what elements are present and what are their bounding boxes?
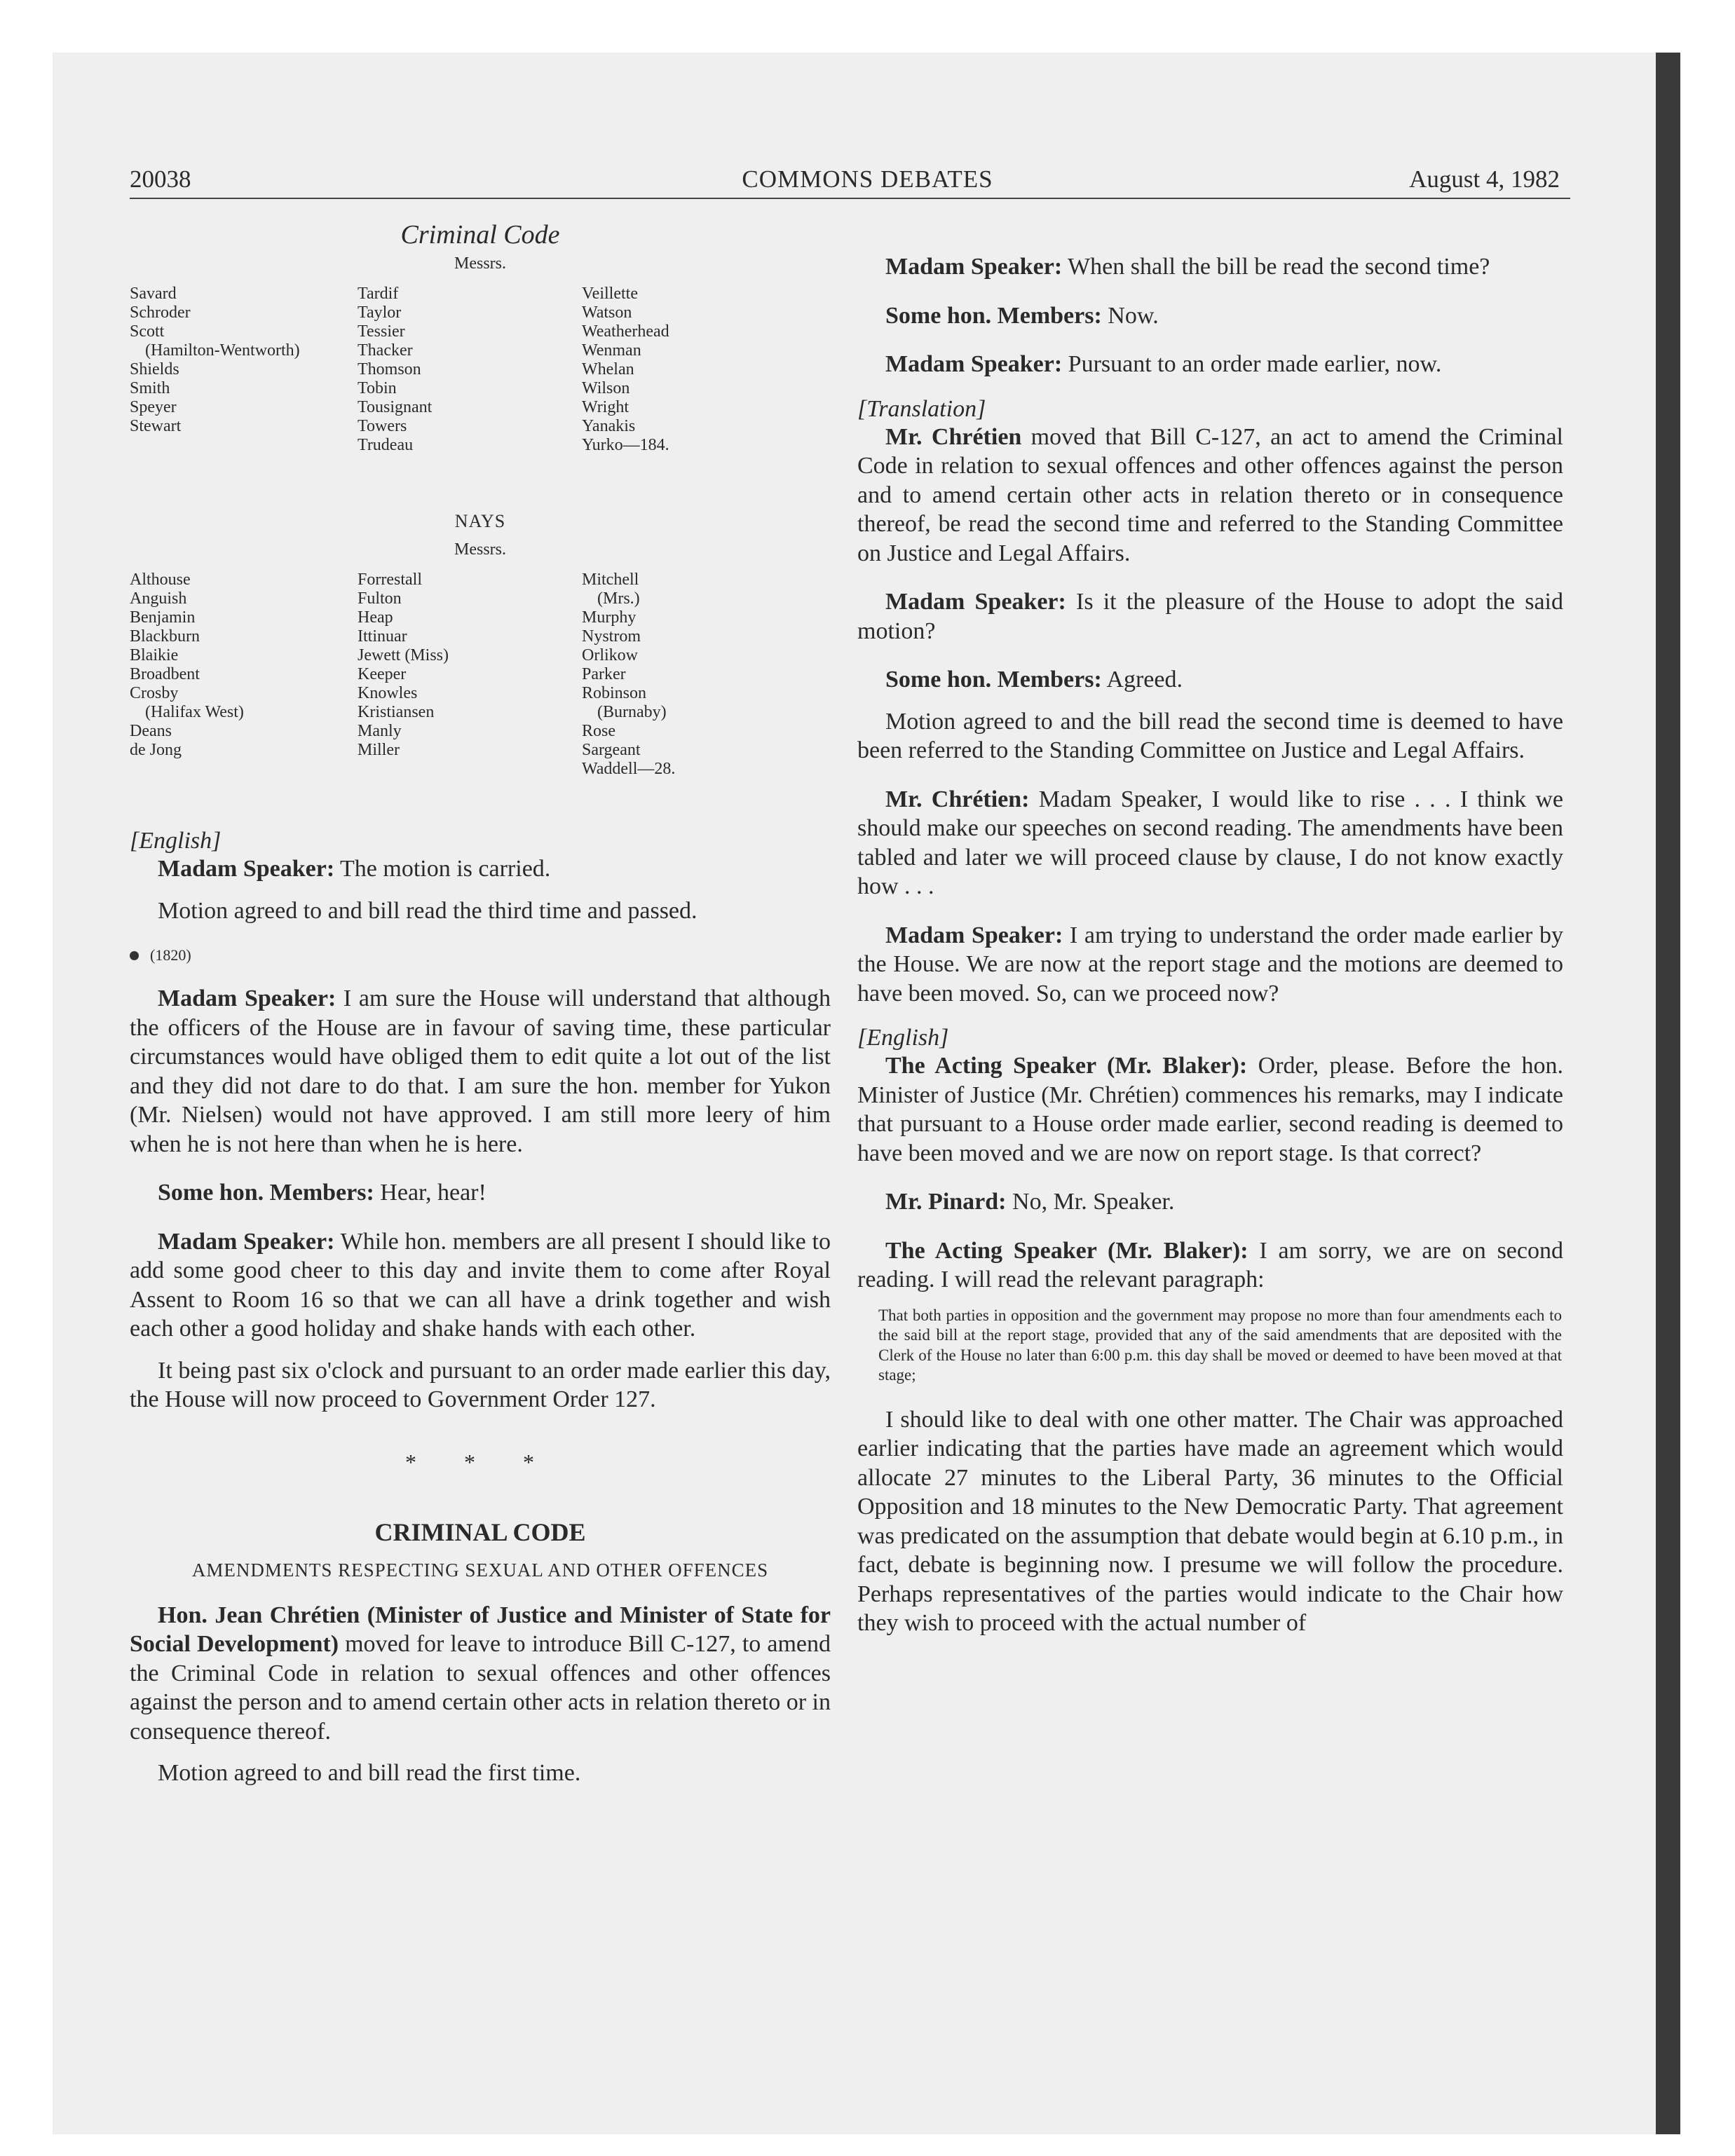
nays-col-1: [130, 571, 358, 779]
paragraph: [130, 1601, 831, 1747]
name-item: (Halifax West): [145, 703, 244, 721]
speech-text: I am sorry, we are on second reading. I will read the relevant paragraph:: [857, 1237, 1563, 1292]
paragraph: [857, 301, 1563, 331]
speaker-name: Madam Speaker:: [885, 922, 1063, 948]
name-item: Savard: [130, 285, 177, 303]
name-item: Whelan: [582, 360, 634, 378]
left-column: [130, 214, 831, 1788]
language-tag: [English]: [857, 1025, 949, 1051]
paragraph: It being past six o'clock and pursuant to an order made earlier this day, the House will now proceed to Government Order 127.: [130, 1357, 831, 1412]
name-item: Shields: [130, 360, 179, 378]
name-item: Waddell—28.: [582, 760, 676, 778]
name-item: Wenman: [582, 341, 641, 360]
speaker-name: The Acting Speaker (Mr. Blaker):: [885, 1053, 1248, 1079]
name-item: Tardif: [358, 285, 399, 303]
name-item: Heap: [358, 608, 393, 627]
name-item: de Jong: [130, 741, 182, 759]
speaker-name: Mr. Pinard:: [885, 1189, 1007, 1215]
name-item: Schroder: [130, 303, 191, 322]
speech-text: Pursuant to an order made earlier, now.: [1062, 351, 1442, 377]
yeas-subtitle: Messrs.: [454, 254, 506, 273]
speaker-name: Madam Speaker:: [885, 254, 1063, 280]
speaker-name: Madam Speaker:: [158, 1228, 335, 1255]
paragraph: I should like to deal with one other matter. The Chair was approached earlier indicating that the parties have made an agreement which would allocate 27 minutes to the Liberal Party, 36 minutes to the Official Opposition and 18 minutes to the New Democratic Party. That agreement was predicated on the assumption that debate would begin at 6.10 p.m., in fact, debate is beginning now. I presume we will follow the procedure. Perhaps representatives of the parties would indicate to the Chair how they wish to proceed with the actual number of: [857, 1406, 1563, 1636]
speaker-name: Mr. Chrétien:: [885, 786, 1030, 812]
speaker-name: Some hon. Members:: [158, 1180, 374, 1206]
name-item: Knowles: [358, 684, 418, 702]
name-item: Tousignant: [358, 398, 433, 416]
yeas-col-2: [358, 285, 582, 455]
speech-text: No, Mr. Speaker.: [1006, 1189, 1175, 1215]
publication-date: August 4, 1982: [1409, 165, 1560, 193]
name-item: Fulton: [358, 589, 402, 608]
section-heading: CRIMINAL CODE: [374, 1517, 586, 1546]
name-item: Keeper: [358, 665, 407, 683]
name-item: Veillette: [582, 285, 638, 303]
paragraph: [857, 665, 1563, 695]
name-item: Thacker: [358, 341, 413, 360]
speech-text: Hear, hear!: [374, 1180, 487, 1206]
speaker-name: Some hon. Members:: [885, 302, 1102, 329]
name-item: Manly: [358, 722, 402, 740]
paragraph: [857, 785, 1563, 901]
name-item: Smith: [130, 379, 170, 397]
paragraph: [130, 1178, 831, 1208]
name-item: Yanakis: [582, 417, 636, 435]
vote-title: Criminal Code: [400, 220, 560, 250]
paragraph: Motion agreed to and bill read the first time.: [158, 1760, 581, 1786]
bullet-icon: [130, 951, 139, 960]
name-item: Yurko—184.: [582, 436, 669, 454]
name-item: Ittinuar: [358, 627, 407, 646]
speech-text: When shall the bill be read the second time?: [1062, 254, 1490, 280]
section-separator: * * *: [405, 1449, 555, 1475]
quoted-order: That both parties in opposition and the government may propose no more than four amendments each to the said bill at the report stage, provided that any of the said amendments that are deposited with the Clerk of the House no later than 6:00 p.m. this day shall be moved or deemed to have been moved at that stage;: [878, 1306, 1562, 1384]
speech-text: Madam Speaker, I would like to rise . . . I think we should make our speeches on second reading. The amendments have been tabled and later we will proceed clause by clause, I do not know exactly how . . .: [857, 786, 1563, 899]
name-item: Kristiansen: [358, 703, 435, 721]
yeas-col-1: [130, 285, 358, 455]
name-item: Weatherhead: [582, 322, 669, 341]
name-item: Anguish: [130, 589, 187, 608]
name-item: Tobin: [358, 379, 397, 397]
name-item: Wright: [582, 398, 630, 416]
paragraph: Motion agreed to and the bill read the second time is deemed to have been referred to the Standing Committee on Justice and Legal Affairs.: [857, 708, 1563, 763]
paragraph: [857, 252, 1563, 282]
name-item: Crosby: [130, 684, 179, 702]
paragraph: [857, 350, 1563, 379]
name-item: (Burnaby): [597, 703, 667, 721]
speaker-name: Madam Speaker:: [158, 985, 336, 1011]
nays-title: NAYS: [454, 511, 506, 531]
paragraph: [130, 1227, 831, 1344]
speaker-name: Madam Speaker:: [158, 856, 335, 882]
name-item: Deans: [130, 722, 172, 740]
speech-text: moved for leave to introduce Bill C-127, to amend the Criminal Code in relation to sexual offences and other offences against the person and to amend certain other acts in relation thereto or in consequence thereof.: [130, 1631, 831, 1745]
name-item: Mitchell: [582, 571, 639, 589]
paragraph: [857, 423, 1563, 568]
speech-text: While hon. members are all present I should like to add some good cheer to this day and invite them to come after Royal Assent to Room 16 so that we can all have a drink together and wish each other a good holiday and shake hands with each other.: [130, 1228, 831, 1342]
speaker-name: The Acting Speaker (Mr. Blaker):: [885, 1237, 1248, 1264]
name-item: Jewett (Miss): [358, 646, 449, 664]
speaker-name: Madam Speaker:: [885, 589, 1066, 615]
language-tag: [Translation]: [857, 395, 986, 422]
name-item: Tessier: [358, 322, 405, 341]
name-item: Blackburn: [130, 627, 200, 646]
name-item: Nystrom: [582, 627, 641, 646]
publication-title: COMMONS DEBATES: [742, 165, 993, 193]
speech-text: Agreed.: [1101, 667, 1183, 692]
paragraph: Motion agreed to and bill read the third time and passed.: [158, 897, 698, 924]
paragraph: [857, 921, 1563, 1009]
speech-text: Is it the pleasure of the House to adopt the said motion?: [857, 589, 1563, 644]
name-item: Murphy: [582, 608, 637, 627]
paragraph: [857, 1051, 1563, 1168]
name-item: Watson: [582, 303, 632, 322]
name-item: Trudeau: [358, 436, 414, 454]
name-item: (Hamilton-Wentworth): [145, 341, 300, 360]
page-number: 20038: [130, 165, 191, 193]
page-binding-edge: [1656, 53, 1680, 2134]
yeas-col-3: [582, 285, 813, 455]
name-item: Scott: [130, 322, 165, 341]
name-item: Parker: [582, 665, 626, 683]
name-item: (Mrs.): [597, 589, 640, 608]
nays-col-3: [582, 571, 813, 779]
name-item: Taylor: [358, 303, 402, 322]
name-item: Towers: [358, 417, 407, 435]
speech-text: Order, please. Before the hon. Minister of Justice (Mr. Chrétien) commences his remarks, may I indicate that pursuant to a House order made earlier, second reading is deemed to have been moved and we are now on report stage. Is that correct?: [857, 1053, 1563, 1166]
speaker-name: Mr. Chrétien: [885, 423, 1022, 450]
name-item: Miller: [358, 741, 400, 759]
name-item: Benjamin: [130, 608, 196, 627]
speech-text: Now.: [1101, 302, 1159, 329]
name-item: Thomson: [358, 360, 421, 378]
name-item: Forrestall: [358, 571, 422, 589]
name-item: Rose: [582, 722, 615, 740]
speaker-name: Hon. Jean Chrétien (Minister of Justice and Minister of State for Social Development): [130, 1602, 831, 1657]
paragraph: [857, 587, 1563, 646]
yeas-list: [130, 285, 831, 455]
nays-col-2: [358, 571, 582, 779]
name-item: Wilson: [582, 379, 630, 397]
speech-text: I am sure the House will understand that although the officers of the House are in favour of saving time, these particular circumstances would have obliged them to edit quite a lot out of the list and they did not dare to do that. I am sure the hon. member for Yukon (Mr. Nielsen) would not have approved. I am still more leery of him when he is not here than when he is here.: [130, 985, 831, 1157]
paragraph: [130, 854, 831, 884]
time-marker: [130, 946, 831, 964]
paragraph: [857, 1236, 1563, 1295]
paragraph: [857, 1187, 1563, 1217]
header-rule: [130, 198, 1570, 199]
nays-subtitle: Messrs.: [454, 540, 506, 559]
name-item: Broadbent: [130, 665, 200, 683]
speech-text: moved that Bill C-127, an act to amend the Criminal Code in relation to sexual offences and other offences against the person and to amend certain other acts in relation thereto or in consequence thereof, be read the second time and referred to the Standing Committee on Justice and Legal Affairs.: [857, 423, 1563, 566]
speech-text: The motion is carried.: [334, 856, 551, 882]
paragraph: [130, 984, 831, 1159]
name-item: Blaikie: [130, 646, 179, 664]
name-item: Stewart: [130, 417, 182, 435]
time-stamp: (1820): [150, 946, 191, 964]
subsection-heading: AMENDMENTS RESPECTING SEXUAL AND OTHER OFFENCES: [191, 1559, 769, 1581]
name-item: Orlikow: [582, 646, 638, 664]
name-item: Althouse: [130, 571, 191, 589]
name-item: Speyer: [130, 398, 177, 416]
name-item: Sargeant: [582, 741, 641, 759]
speaker-name: Some hon. Members:: [885, 667, 1102, 692]
language-tag: [English]: [130, 828, 222, 854]
speaker-name: Madam Speaker:: [885, 351, 1063, 377]
name-item: Robinson: [582, 684, 647, 702]
nays-list: [130, 571, 831, 779]
speech-text: I am trying to understand the order made earlier by the House. We are now at the report stage and the motions are deemed to have been moved. So, can we proceed now?: [857, 922, 1563, 1007]
right-column: [857, 252, 1563, 1638]
